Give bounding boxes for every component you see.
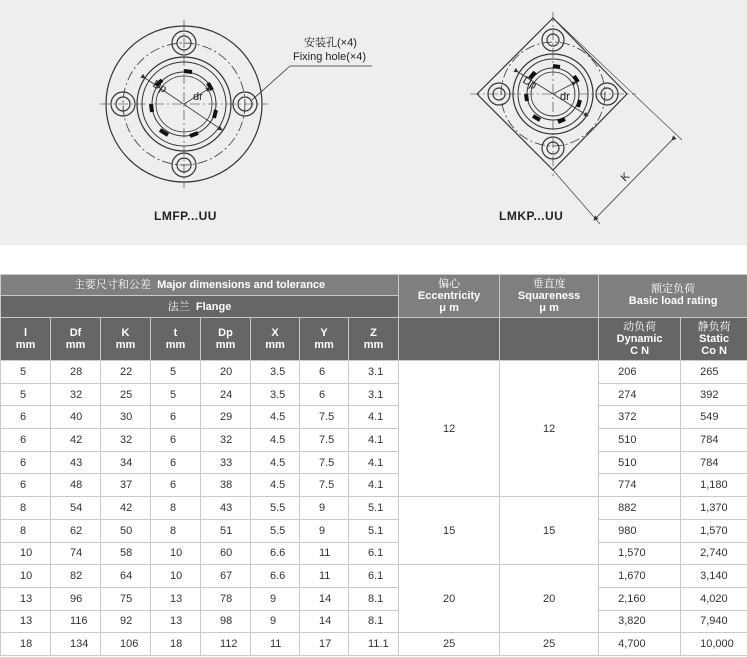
- static-load-cell: 3,140: [681, 565, 747, 588]
- table-cell: 6: [1, 429, 51, 452]
- table-cell: 24: [201, 383, 251, 406]
- column-header: [349, 318, 399, 361]
- table-cell: 13: [151, 610, 201, 633]
- squareness-unit: μ m: [539, 302, 559, 314]
- major-dimensions-header: [1, 275, 399, 296]
- column-name: t: [173, 327, 178, 339]
- table-cell: 4.5: [251, 451, 300, 474]
- static-load-cn: 静负荷: [697, 321, 731, 333]
- table-cell: 82: [51, 565, 101, 588]
- column-unit: mm: [165, 339, 186, 351]
- table-cell: 62: [51, 519, 101, 542]
- column-unit: mm: [363, 339, 384, 351]
- table-cell: 13: [1, 587, 51, 610]
- eccentricity-cell: 15: [399, 497, 500, 565]
- static-load-cell: 4,020: [681, 587, 747, 610]
- table-cell: 5.5: [251, 519, 300, 542]
- table-cell: 5: [1, 361, 51, 384]
- dynamic-load-cell: 274: [599, 383, 681, 406]
- table-cell: 106: [101, 633, 151, 656]
- table-cell: 96: [51, 587, 101, 610]
- static-load-cell: 265: [681, 361, 747, 384]
- table-cell: 6: [300, 383, 349, 406]
- table-cell: 50: [101, 519, 151, 542]
- table-cell: 9: [300, 497, 349, 520]
- table-cell: 4.1: [349, 429, 399, 452]
- table-cell: 32: [201, 429, 251, 452]
- table-cell: 14: [300, 587, 349, 610]
- dp-label-right: Dp: [520, 74, 539, 92]
- table-row: [1, 474, 747, 497]
- table-cell: 134: [51, 633, 101, 656]
- column-unit: mm: [215, 339, 236, 351]
- column-header: [300, 318, 349, 361]
- table-cell: 11: [300, 565, 349, 588]
- table-cell: 6.6: [251, 565, 300, 588]
- table-row: [1, 451, 747, 474]
- table-row: [1, 542, 747, 565]
- table-cell: 7.5: [300, 451, 349, 474]
- column-name: Dp: [218, 327, 233, 339]
- squareness-header-spacer: [500, 318, 599, 361]
- table-cell: 11: [251, 633, 300, 656]
- column-header: [1, 318, 51, 361]
- table-cell: 78: [201, 587, 251, 610]
- table-cell: 4.5: [251, 406, 300, 429]
- column-name: K: [121, 327, 130, 339]
- table-cell: 4.1: [349, 451, 399, 474]
- table-row: [1, 497, 747, 520]
- dynamic-load-cell: 3,820: [599, 610, 681, 633]
- table-cell: 8.1: [349, 610, 399, 633]
- dynamic-load-cell: 510: [599, 451, 681, 474]
- dynamic-load-cell: 1,670: [599, 565, 681, 588]
- static-load-cell: 784: [681, 429, 747, 452]
- static-load-cell: 1,370: [681, 497, 747, 520]
- table-cell: 6: [151, 429, 201, 452]
- dynamic-load-cn: 动负荷: [623, 321, 657, 333]
- dp-label-left: Dp: [150, 78, 169, 96]
- dynamic-load-cell: 2,160: [599, 587, 681, 610]
- table-cell: 5.5: [251, 497, 300, 520]
- table-cell: 10: [151, 542, 201, 565]
- dynamic-load-cell: 980: [599, 519, 681, 542]
- table-cell: 29: [201, 406, 251, 429]
- dynamic-load-en: Dynamic: [616, 333, 663, 345]
- table-cell: 10: [1, 542, 51, 565]
- flange-header: [1, 296, 399, 318]
- squareness-header-en: Squareness: [517, 290, 581, 302]
- table-cell: 6: [151, 406, 201, 429]
- column-header: [101, 318, 151, 361]
- table-cell: 22: [101, 361, 151, 384]
- load-rating-header: [599, 275, 747, 318]
- table-cell: 5.1: [349, 497, 399, 520]
- table-cell: 6: [151, 474, 201, 497]
- table-cell: 98: [201, 610, 251, 633]
- table-cell: 4.1: [349, 406, 399, 429]
- column-header: [151, 318, 201, 361]
- load-rating-header-cn: 额定负荷: [651, 283, 696, 295]
- static-load-cell: 2,740: [681, 542, 747, 565]
- table-row: [1, 633, 747, 656]
- dynamic-load-header: [599, 318, 681, 361]
- static-load-cell: 1,180: [681, 474, 747, 497]
- table-cell: 32: [51, 383, 101, 406]
- fixing-hole-note-cn: 安装孔(×4): [304, 37, 357, 49]
- table-cell: 6.1: [349, 565, 399, 588]
- table-cell: 6.1: [349, 542, 399, 565]
- table-cell: 32: [101, 429, 151, 452]
- table-cell: 4.5: [251, 429, 300, 452]
- table-cell: 6: [151, 451, 201, 474]
- table-cell: 33: [201, 451, 251, 474]
- table-cell: 13: [151, 587, 201, 610]
- column-name: l: [23, 327, 28, 339]
- eccentricity-cell: 25: [399, 633, 500, 656]
- eccentricity-header-spacer: [399, 318, 500, 361]
- table-row: [1, 383, 747, 406]
- squareness-cell: 20: [500, 565, 599, 633]
- static-load-cell: 549: [681, 406, 747, 429]
- table-row: [1, 565, 747, 588]
- dr-label-right: dr: [560, 91, 570, 103]
- table-cell: 37: [101, 474, 151, 497]
- table-cell: 30: [101, 406, 151, 429]
- table-cell: 7.5: [300, 429, 349, 452]
- squareness-header: [500, 275, 599, 318]
- column-unit: mm: [65, 339, 86, 351]
- table-cell: 9: [300, 519, 349, 542]
- table-cell: 8: [1, 497, 51, 520]
- technical-drawing-area: [0, 0, 747, 245]
- table-cell: 92: [101, 610, 151, 633]
- table-row: [1, 429, 747, 452]
- table-cell: 3.1: [349, 361, 399, 384]
- squareness-header-cn: 垂直度: [532, 278, 566, 290]
- column-name: Df: [69, 327, 82, 339]
- table-cell: 75: [101, 587, 151, 610]
- table-cell: 116: [51, 610, 101, 633]
- table-cell: 54: [51, 497, 101, 520]
- table-cell: 6: [1, 406, 51, 429]
- squareness-cell: 15: [500, 497, 599, 565]
- table-cell: 43: [51, 451, 101, 474]
- table-cell: 34: [101, 451, 151, 474]
- table-cell: 25: [101, 383, 151, 406]
- table-cell: 8: [151, 497, 201, 520]
- table-row: [1, 610, 747, 633]
- table-cell: 51: [201, 519, 251, 542]
- static-load-cell: 784: [681, 451, 747, 474]
- static-load-cell: 1,570: [681, 519, 747, 542]
- flange-drawings: [0, 0, 747, 245]
- static-load-header: [681, 318, 747, 361]
- table-cell: 6.6: [251, 542, 300, 565]
- k-dimension-label: K: [618, 170, 633, 185]
- table-cell: 5: [151, 383, 201, 406]
- dynamic-load-cell: 510: [599, 429, 681, 452]
- major-dimensions-header-cn: 主要尺寸和公差: [73, 279, 151, 291]
- dr-label-left: dr: [193, 91, 203, 103]
- column-header: [51, 318, 101, 361]
- table-cell: 6: [1, 451, 51, 474]
- table-cell: 5.1: [349, 519, 399, 542]
- static-load-cell: 10,000: [681, 633, 747, 656]
- load-rating-header-en: Basic load rating: [628, 295, 718, 307]
- table-cell: 48: [51, 474, 101, 497]
- table-cell: 14: [300, 610, 349, 633]
- flange-header-cn: 法兰: [167, 300, 190, 313]
- table-cell: 11: [300, 542, 349, 565]
- table-cell: 20: [201, 361, 251, 384]
- dynamic-load-cell: 882: [599, 497, 681, 520]
- table-cell: 8.1: [349, 587, 399, 610]
- column-header: [201, 318, 251, 361]
- table-cell: 10: [151, 565, 201, 588]
- dynamic-load-cell: 774: [599, 474, 681, 497]
- table-cell: 112: [201, 633, 251, 656]
- column-unit: mm: [115, 339, 136, 351]
- static-load-cell: 7,940: [681, 610, 747, 633]
- dynamic-load-cell: 4,700: [599, 633, 681, 656]
- dynamic-load-cell: 1,570: [599, 542, 681, 565]
- table-cell: 43: [201, 497, 251, 520]
- table-cell: 28: [51, 361, 101, 384]
- dynamic-load-unit: C N: [630, 345, 650, 357]
- squareness-cell: 12: [500, 361, 599, 497]
- column-name: X: [271, 327, 279, 339]
- table-cell: 40: [51, 406, 101, 429]
- column-unit: mm: [265, 339, 285, 351]
- table-row: [1, 519, 747, 542]
- table-row: [1, 361, 747, 384]
- eccentricity-unit: μ m: [439, 302, 459, 314]
- table-cell: 58: [101, 542, 151, 565]
- static-load-cell: 392: [681, 383, 747, 406]
- table-cell: 5: [151, 361, 201, 384]
- fixing-hole-note-en: Fixing hole(×4): [293, 51, 367, 63]
- column-unit: mm: [314, 339, 334, 351]
- table-cell: 3.5: [251, 383, 300, 406]
- table-cell: 7.5: [300, 406, 349, 429]
- table-cell: 9: [251, 610, 300, 633]
- major-dimensions-header-en: Major dimensions and tolerance: [157, 279, 326, 291]
- table-cell: 18: [151, 633, 201, 656]
- table-cell: 7.5: [300, 474, 349, 497]
- dynamic-load-cell: 206: [599, 361, 681, 384]
- table-cell: 67: [201, 565, 251, 588]
- table-cell: 4.5: [251, 474, 300, 497]
- table-cell: 42: [51, 429, 101, 452]
- column-name: Z: [370, 327, 377, 339]
- table-cell: 42: [101, 497, 151, 520]
- model-label-square: LMKP...UU: [499, 209, 564, 223]
- flange-header-en: Flange: [195, 300, 232, 313]
- eccentricity-header: [399, 275, 500, 318]
- model-label-round: LMFP...UU: [154, 209, 217, 223]
- column-unit: mm: [15, 339, 36, 351]
- table-cell: 6: [1, 474, 51, 497]
- column-name: Y: [320, 327, 328, 339]
- table-cell: 60: [201, 542, 251, 565]
- squareness-cell: 25: [500, 633, 599, 656]
- table-body: [1, 361, 747, 656]
- eccentricity-header-en: Eccentricity: [417, 290, 481, 302]
- table-cell: 3.1: [349, 383, 399, 406]
- table-cell: 8: [151, 519, 201, 542]
- table-cell: 3.5: [251, 361, 300, 384]
- table-cell: 8: [1, 519, 51, 542]
- table-cell: 13: [1, 610, 51, 633]
- table-cell: 10: [1, 565, 51, 588]
- eccentricity-cell: 20: [399, 565, 500, 633]
- table-cell: 74: [51, 542, 101, 565]
- dynamic-load-cell: 372: [599, 406, 681, 429]
- table-cell: 11.1: [349, 633, 399, 656]
- static-load-unit: Co N: [701, 345, 727, 357]
- table-cell: 5: [1, 383, 51, 406]
- eccentricity-header-cn: 偏心: [438, 278, 461, 290]
- square-flange-drawing: [470, 12, 682, 224]
- table-row: [1, 406, 747, 429]
- table-cell: 17: [300, 633, 349, 656]
- table-cell: 9: [251, 587, 300, 610]
- static-load-en: Static: [699, 333, 730, 345]
- table-row: [1, 587, 747, 610]
- column-header: [251, 318, 300, 361]
- table-cell: 38: [201, 474, 251, 497]
- eccentricity-cell: 12: [399, 361, 500, 497]
- table-cell: 4.1: [349, 474, 399, 497]
- specification-table: [0, 274, 747, 656]
- table-cell: 6: [300, 361, 349, 384]
- table-cell: 64: [101, 565, 151, 588]
- table-cell: 18: [1, 633, 51, 656]
